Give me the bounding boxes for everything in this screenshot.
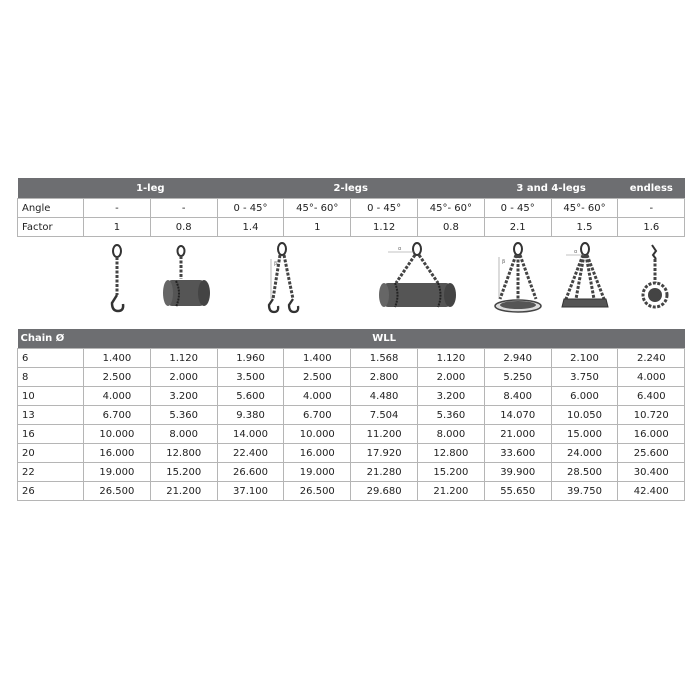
wll-value-cell: 26.600: [217, 463, 284, 482]
wll-value-cell: 2.500: [284, 368, 351, 387]
factor-cell: 1.4: [217, 218, 284, 237]
wll-value-cell: 2.000: [418, 368, 485, 387]
wll-value-cell: 21.200: [418, 482, 485, 501]
wll-value-cell: 2.000: [150, 368, 217, 387]
factor-row: [18, 218, 685, 237]
wll-value-cell: 22.400: [217, 444, 284, 463]
leg-group-header-row: [18, 178, 685, 199]
chain-diameter-cell: 22: [18, 463, 84, 482]
wll-value-cell: 42.400: [618, 482, 685, 501]
angle-cell: 0 - 45°: [484, 199, 551, 218]
angle-cell: 45°- 60°: [418, 199, 485, 218]
wll-row: [18, 368, 685, 387]
wll-value-cell: 55.650: [484, 482, 551, 501]
wll-value-cell: 4.000: [284, 387, 351, 406]
wll-value-cell: 5.600: [217, 387, 284, 406]
wll-value-cell: 6.700: [284, 406, 351, 425]
wll-value-cell: 14.070: [484, 406, 551, 425]
wll-value-cell: 5.360: [418, 406, 485, 425]
two-leg-choke-load-icon: [379, 243, 456, 307]
wll-value-cell: 8.000: [150, 425, 217, 444]
wll-value-cell: 4.000: [618, 368, 685, 387]
wll-value-cell: 28.500: [551, 463, 618, 482]
wll-value-cell: 21.000: [484, 425, 551, 444]
chain-diameter-cell: 13: [18, 406, 84, 425]
wll-value-cell: 16.000: [618, 425, 685, 444]
wll-value-cell: 17.920: [351, 444, 418, 463]
angle-cell: -: [150, 199, 217, 218]
wll-value-cell: 15.000: [551, 425, 618, 444]
factor-cell: 1.6: [618, 218, 685, 237]
sling-illustrations: [18, 237, 685, 330]
wll-value-cell: 12.800: [418, 444, 485, 463]
wll-value-cell: 6.000: [551, 387, 618, 406]
svg-text:β: β: [501, 259, 505, 265]
chain-diameter-cell: 16: [18, 425, 84, 444]
endless-chain-icon: [643, 245, 667, 307]
wll-value-cell: 1.400: [284, 349, 351, 368]
header-3-4-legs: 3 and 4-legs: [484, 178, 618, 199]
wll-value-cell: 11.200: [351, 425, 418, 444]
chain-diameter-header: Chain Ø: [18, 329, 84, 349]
wll-value-cell: 24.000: [551, 444, 618, 463]
wll-value-cell: 16.000: [84, 444, 151, 463]
angle-cell: 45°- 60°: [284, 199, 351, 218]
wll-value-cell: 1.568: [351, 349, 418, 368]
wll-value-cell: 39.750: [551, 482, 618, 501]
wll-value-cell: 2.940: [484, 349, 551, 368]
wll-row: [18, 425, 685, 444]
svg-text:α: α: [397, 246, 401, 252]
wll-value-cell: 1.120: [418, 349, 485, 368]
angle-cell: -: [84, 199, 151, 218]
svg-text:β: β: [273, 261, 277, 267]
chain-diameter-cell: 10: [18, 387, 84, 406]
angle-cell: 0 - 45°: [217, 199, 284, 218]
factor-cell: 1.12: [351, 218, 418, 237]
wll-value-cell: 14.000: [217, 425, 284, 444]
sling-factor-table: [17, 178, 685, 501]
wll-value-cell: 8.000: [418, 425, 485, 444]
two-leg-hooks-icon: [269, 243, 298, 312]
wll-row: [18, 463, 685, 482]
wll-value-cell: 26.500: [84, 482, 151, 501]
sling-illustrations-svg: [18, 237, 685, 329]
wll-row: [18, 406, 685, 425]
wll-value-cell: 10.720: [618, 406, 685, 425]
wll-value-cell: 2.240: [618, 349, 685, 368]
four-leg-pallet-icon: [562, 243, 608, 307]
chain-diameter-cell: 20: [18, 444, 84, 463]
angle-cell: -: [618, 199, 685, 218]
factor-cell: 2.1: [484, 218, 551, 237]
angle-cell: 0 - 45°: [351, 199, 418, 218]
wll-value-cell: 15.200: [150, 463, 217, 482]
wll-value-cell: 1.120: [150, 349, 217, 368]
three-leg-basket-icon: [495, 243, 541, 312]
wll-value-cell: 29.680: [351, 482, 418, 501]
wll-value-cell: 16.000: [284, 444, 351, 463]
factor-label: Factor: [18, 218, 84, 237]
wll-value-cell: 15.200: [418, 463, 485, 482]
wll-row: [18, 387, 685, 406]
wll-value-cell: 9.380: [217, 406, 284, 425]
svg-text:α: α: [573, 249, 577, 255]
wll-value-cell: 3.200: [150, 387, 217, 406]
factor-cell: 0.8: [418, 218, 485, 237]
wll-value-cell: 2.100: [551, 349, 618, 368]
wll-value-cell: 39.900: [484, 463, 551, 482]
wll-value-cell: 30.400: [618, 463, 685, 482]
wll-value-cell: 25.600: [618, 444, 685, 463]
wll-value-cell: 8.400: [484, 387, 551, 406]
factor-cell: 1: [84, 218, 151, 237]
header-endless: endless: [618, 178, 685, 199]
wll-value-cell: 4.000: [84, 387, 151, 406]
wll-value-cell: 33.600: [484, 444, 551, 463]
wll-value-cell: 3.500: [217, 368, 284, 387]
chain-diameter-cell: 8: [18, 368, 84, 387]
wll-value-cell: 37.100: [217, 482, 284, 501]
wll-header-row: [18, 329, 685, 349]
wll-row: [18, 444, 685, 463]
wll-value-cell: 4.480: [351, 387, 418, 406]
wll-value-cell: 21.200: [150, 482, 217, 501]
wll-value-cell: 10.050: [551, 406, 618, 425]
factor-cell: 1: [284, 218, 351, 237]
wll-value-cell: 12.800: [150, 444, 217, 463]
wll-value-cell: 5.250: [484, 368, 551, 387]
wll-value-cell: 7.504: [351, 406, 418, 425]
factor-cell: 0.8: [150, 218, 217, 237]
wll-value-cell: 1.400: [84, 349, 151, 368]
wll-value-cell: 19.000: [284, 463, 351, 482]
wll-value-cell: 3.200: [418, 387, 485, 406]
header-blank-cell: [18, 178, 84, 199]
header-2-legs: 2-legs: [217, 178, 484, 199]
single-leg-hook-icon: [112, 245, 123, 311]
wll-row: [18, 349, 685, 368]
wll-value-cell: 5.360: [150, 406, 217, 425]
angle-label: Angle: [18, 199, 84, 218]
wll-value-cell: 6.400: [618, 387, 685, 406]
factor-cell: 1.5: [551, 218, 618, 237]
wll-value-cell: 10.000: [84, 425, 151, 444]
wll-value-cell: 3.750: [551, 368, 618, 387]
wll-value-cell: 1.960: [217, 349, 284, 368]
wll-value-cell: 2.800: [351, 368, 418, 387]
chain-diameter-cell: 26: [18, 482, 84, 501]
wll-row: [18, 482, 685, 501]
wll-value-cell: 26.500: [284, 482, 351, 501]
single-leg-choke-load-icon: [163, 246, 210, 307]
angle-cell: 45°- 60°: [551, 199, 618, 218]
chain-diameter-cell: 6: [18, 349, 84, 368]
sling-illustration-row: [18, 237, 685, 330]
angle-row: [18, 199, 685, 218]
header-1-leg: 1-leg: [84, 178, 218, 199]
wll-value-cell: 2.500: [84, 368, 151, 387]
wll-value-cell: 21.280: [351, 463, 418, 482]
wll-value-cell: 6.700: [84, 406, 151, 425]
wll-value-cell: 19.000: [84, 463, 151, 482]
wll-table-body: [18, 349, 685, 501]
wll-value-cell: 10.000: [284, 425, 351, 444]
wll-header: WLL: [84, 329, 685, 349]
chain-sling-wll-table-container: [17, 178, 684, 501]
